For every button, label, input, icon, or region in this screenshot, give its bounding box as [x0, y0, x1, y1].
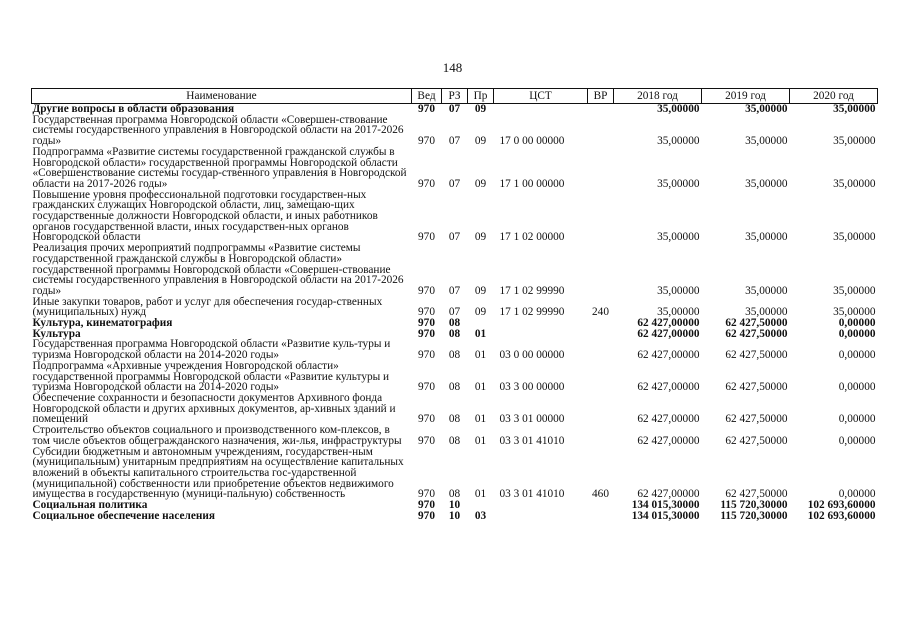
cell-cst: 17 1 02 99990 — [499, 306, 565, 319]
cell-2018: 35,00000 — [657, 177, 700, 190]
cell-pr: 03 — [474, 509, 487, 522]
cell-2018: 35,00000 — [657, 284, 700, 297]
cell-ved: 970 — [418, 381, 435, 394]
header-name: Наименование — [32, 89, 412, 104]
cell-2020: 35,00000 — [833, 306, 876, 319]
cell-vr — [588, 318, 614, 329]
cell-pr: 01 — [474, 327, 487, 340]
cell-cst — [494, 104, 588, 115]
cell-2018: 62 427,00000 — [637, 327, 700, 340]
cell-2018: 62 427,00000 — [637, 488, 700, 501]
cell-2020: 0,00000 — [838, 327, 876, 340]
cell-cst: 17 1 00 00000 — [499, 177, 565, 190]
cell-2019: 62 427,50000 — [725, 413, 788, 426]
table-header — [32, 89, 878, 104]
cell-2020: 102 693,60000 — [807, 509, 876, 522]
cell-rz: 07 — [448, 135, 461, 148]
cell-rz: 08 — [448, 327, 461, 340]
cell-pr: 01 — [474, 434, 487, 447]
cell-2020: 35,00000 — [833, 231, 876, 244]
cell-2019: 35,00000 — [745, 177, 788, 190]
cell-name: Социальное обеспечение населения — [32, 509, 215, 522]
header-pr: Пр — [468, 89, 494, 104]
cell-2018: 35,00000 — [657, 135, 700, 148]
cell-2019: 62 427,50000 — [725, 349, 788, 362]
cell-pr: 01 — [474, 349, 487, 362]
cell-2019: 115 720,30000 — [720, 509, 788, 522]
cell-pr: 01 — [474, 488, 487, 501]
cell-name: Государственная программа Новгородской области «Совершен-ствование системы государственного управления в Новгородской области на 2017-2026 годы» — [32, 113, 404, 148]
cell-cst: 03 3 01 41010 — [499, 434, 565, 447]
cell-vr — [588, 361, 614, 393]
table-row — [32, 425, 878, 446]
cell-name: Строительство объектов социального и производственного ком-плексов, в том числе объектов общегражданского назначения, жи-лья, инфраструктуры — [32, 424, 402, 447]
cell-cst: 03 3 01 41010 — [499, 488, 565, 501]
cell-cst: 17 1 02 00000 — [499, 231, 565, 244]
table-row — [32, 447, 878, 501]
cell-2019: 35,00000 — [745, 306, 788, 319]
cell-pr: 09 — [474, 103, 487, 115]
cell-rz: 08 — [448, 381, 461, 394]
header-2020: 2020 год — [790, 89, 878, 104]
cell-cst: 17 1 02 99990 — [499, 284, 565, 297]
page-number: 148 — [442, 60, 463, 75]
cell-rz: 07 — [448, 177, 461, 190]
cell-name: Иные закупки товаров, работ и услуг для обеспечения государ-ственных (муниципальных) нужд — [32, 295, 383, 319]
header-vr: ВР — [588, 89, 614, 104]
cell-cst: 17 0 00 00000 — [499, 135, 565, 148]
cell-pr: 09 — [474, 135, 487, 148]
cell-2018: 62 427,00000 — [637, 381, 700, 394]
cell-2020: 35,00000 — [833, 135, 876, 148]
cell-rz: 07 — [448, 231, 461, 244]
cell-ved: 970 — [418, 349, 435, 362]
cell-cst — [494, 500, 588, 511]
cell-ved: 970 — [418, 488, 435, 501]
cell-ved: 970 — [418, 317, 435, 330]
cell-name: Повышение уровня профессиональной подготовки государствен-ных гражданских служащих Новгородской области, лиц, замещаю-щих государственные должности Новгородской области, и иных работников органов государственной власти, иных государствен-ных органов Новгородской области — [32, 188, 378, 244]
cell-ved: 970 — [418, 327, 435, 340]
table-row — [32, 190, 878, 244]
cell-vr — [588, 243, 614, 297]
cell-vr — [588, 511, 614, 522]
cell-2018: 62 427,00000 — [637, 349, 700, 362]
cell-2020: 35,00000 — [833, 177, 876, 190]
cell-name: Обеспечение сохранности и безопасности документов Архивного фонда Новгородской области и других архивных документов, ар-хивных зданий и помещений — [32, 391, 396, 426]
cell-ved: 970 — [418, 177, 435, 190]
cell-name: Подпрограмма «Развитие системы государственной гражданской службы в Новгородской области» государственной программы Новгородской области «Совершенствование системы государ-ственного управления в Новгородской области на 2017-2026 годы» — [32, 145, 407, 190]
cell-rz: 08 — [448, 413, 461, 426]
cell-vr — [588, 104, 614, 115]
cell-vr: 460 — [592, 488, 609, 501]
cell-2018: 134 015,30000 — [631, 499, 700, 512]
cell-2020: 0,00000 — [838, 434, 876, 447]
cell-rz: 07 — [448, 103, 461, 115]
header-cst: ЦСТ — [494, 89, 588, 104]
cell-ved: 970 — [418, 231, 435, 244]
cell-rz: 10 — [448, 509, 461, 522]
cell-rz: 08 — [448, 349, 461, 362]
cell-pr: 01 — [474, 413, 487, 426]
header-rz: РЗ — [442, 89, 468, 104]
cell-rz: 10 — [448, 499, 461, 512]
budget-table — [31, 88, 878, 521]
cell-2018: 35,00000 — [657, 306, 700, 319]
cell-name: Культура — [32, 327, 81, 340]
cell-2020: 102 693,60000 — [807, 499, 876, 512]
cell-vr — [588, 425, 614, 446]
cell-cst: 03 0 00 00000 — [499, 349, 565, 362]
cell-2019: 62 427,50000 — [725, 488, 788, 501]
cell-name: Культура, кинематография — [32, 317, 173, 330]
cell-2020: 0,00000 — [838, 381, 876, 394]
cell-name: Государственная программа Новгородской области «Развитие куль-туры и туризма Новгородской области на 2014-2020 годы» — [32, 338, 391, 362]
cell-vr — [588, 393, 614, 425]
cell-rz: 08 — [448, 317, 461, 330]
cell-vr — [588, 147, 614, 190]
cell-2019: 35,00000 — [745, 231, 788, 244]
cell-2019: 62 427,50000 — [725, 317, 788, 330]
cell-name: Реализация прочих мероприятий подпрограммы «Развитие системы государственной гражданской службы в Новгородской области» государственной программы Новгородской области «Совершен-ствование системы государственного управления в Новгородской области на 2017-2026 годы» — [32, 242, 404, 297]
cell-vr — [588, 190, 614, 244]
cell-2018: 62 427,00000 — [637, 413, 700, 426]
cell-rz: 07 — [448, 306, 461, 319]
cell-2020: 35,00000 — [833, 284, 876, 297]
cell-vr: 240 — [592, 306, 609, 319]
cell-name: Субсидии бюджетным и автономным учреждениям, государствен-ным (муниципальным) унитарным предприятиям на осуществление капитальных вложений в объекты капитального строительства гос-ударственной (муниципальной) собственности или приобретение объектов недвижимого имущества в государственную (муници-пальную) собственность — [32, 445, 404, 501]
cell-ved: 970 — [418, 284, 435, 297]
table-row — [32, 243, 878, 297]
table-row — [32, 393, 878, 425]
header-2018: 2018 год — [614, 89, 702, 104]
cell-2019: 62 427,50000 — [725, 327, 788, 340]
table-row — [32, 147, 878, 190]
cell-ved: 970 — [418, 509, 435, 522]
cell-2019: 62 427,50000 — [725, 381, 788, 394]
cell-2019: 35,00000 — [745, 135, 788, 148]
table-row — [32, 339, 878, 360]
cell-vr — [588, 115, 614, 147]
cell-2020: 0,00000 — [838, 413, 876, 426]
cell-2018: 35,00000 — [657, 231, 700, 244]
cell-pr: 09 — [474, 231, 487, 244]
cell-rz: 08 — [448, 488, 461, 501]
table-body — [32, 104, 878, 522]
cell-pr: 09 — [474, 306, 487, 319]
cell-cst: 03 3 01 00000 — [499, 413, 565, 426]
header-ved: Вед — [412, 89, 442, 104]
cell-name: Другие вопросы в области образования — [32, 103, 235, 115]
table-row — [32, 115, 878, 147]
cell-ved: 970 — [418, 499, 435, 512]
cell-pr: 01 — [474, 381, 487, 394]
cell-vr — [588, 329, 614, 340]
cell-2019: 62 427,50000 — [725, 434, 788, 447]
cell-ved: 970 — [418, 306, 435, 319]
cell-2020: 0,00000 — [838, 488, 876, 501]
cell-name: Социальная политика — [32, 499, 148, 512]
cell-2019: 35,00000 — [745, 284, 788, 297]
cell-2018: 134 015,30000 — [631, 509, 700, 522]
cell-pr: 09 — [474, 284, 487, 297]
header-2019: 2019 год — [702, 89, 790, 104]
cell-vr — [588, 339, 614, 360]
cell-rz: 08 — [448, 434, 461, 447]
cell-2018: 62 427,00000 — [637, 317, 700, 330]
cell-ved: 970 — [418, 434, 435, 447]
cell-cst — [494, 511, 588, 522]
cell-vr — [588, 500, 614, 511]
cell-cst — [494, 329, 588, 340]
cell-2019: 115 720,30000 — [720, 499, 788, 512]
cell-rz: 07 — [448, 284, 461, 297]
cell-2020: 35,00000 — [833, 103, 876, 115]
cell-pr: 09 — [474, 177, 487, 190]
cell-ved: 970 — [418, 135, 435, 148]
table-row — [32, 361, 878, 393]
table-row — [32, 297, 878, 318]
cell-name: Подпрограмма «Архивные учреждения Новгородской области» государственной программы Новгородской области «Развитие культуры и туризма Новгородской области на 2014-2020 годы» — [32, 359, 390, 394]
cell-2018: 35,00000 — [657, 103, 700, 115]
cell-2020: 0,00000 — [838, 317, 876, 330]
cell-cst — [494, 318, 588, 329]
cell-cst: 03 3 00 00000 — [499, 381, 565, 394]
cell-ved: 970 — [418, 413, 435, 426]
cell-2020: 0,00000 — [838, 349, 876, 362]
cell-2018: 62 427,00000 — [637, 434, 700, 447]
table-row — [32, 511, 878, 522]
cell-2019: 35,00000 — [745, 103, 788, 115]
cell-ved: 970 — [418, 103, 435, 115]
